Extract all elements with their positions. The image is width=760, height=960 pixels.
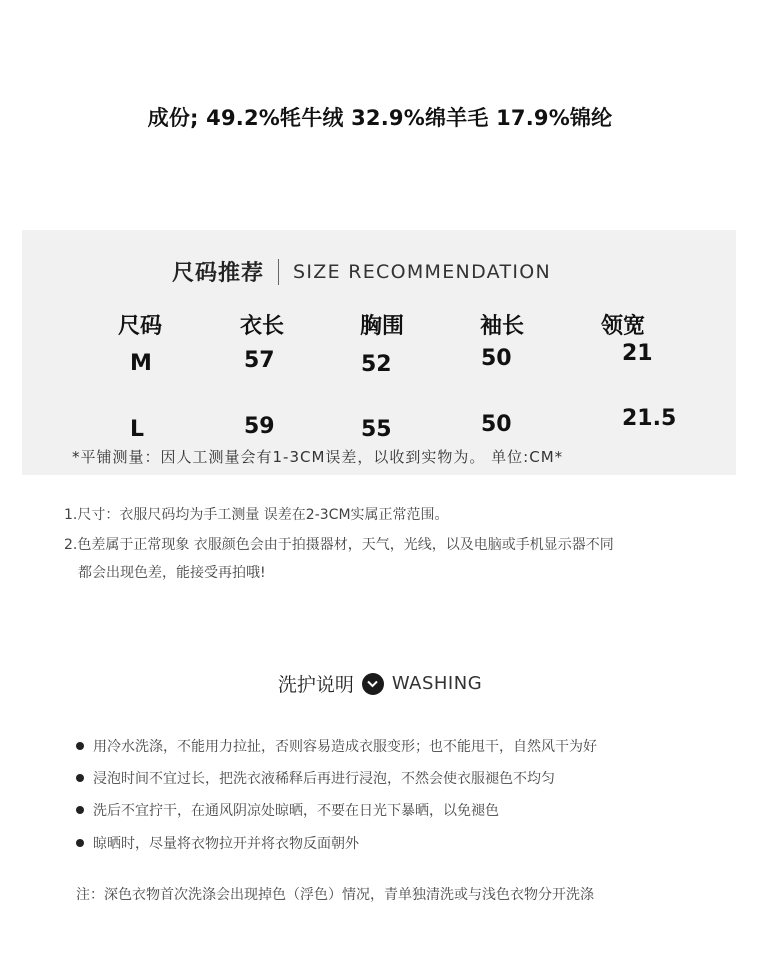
header-chest: 胸围 [360,314,405,339]
cell-m-collar: 21 [622,341,653,366]
size-title-en: SIZE RECOMMENDATION [293,260,552,283]
washing-title-zh: 洗护说明 [277,674,354,696]
washing-item [76,833,359,853]
cell-l-collar: 21.5 [622,406,677,431]
washing-item-text: 用冷水洗涤，不能用力拉扯，否则容易造成衣服变形；也不能甩干，自然风干为好 [93,739,597,755]
note-size: 1.尺寸：衣服尺码均为手工测量 误差在2-3CM实属正常范围。 [64,507,449,523]
title-divider [278,259,279,285]
washing-item [76,736,597,756]
cell-l-chest: 55 [361,417,392,442]
cell-m-sleeve: 50 [481,346,512,371]
note-color-cont: 都会出现色差，能接受再拍哦! [78,565,266,581]
bullet-icon [76,839,84,847]
washing-item-text: 浸泡时间不宜过长，把洗衣液稀释后再进行浸泡，不然会使衣服褪色不均匀 [93,771,555,787]
composition-text: 成份; 49.2%牦牛绒 32.9%绵羊毛 17.9%锦纶 [147,106,613,130]
washing-footnote: 注：深色衣物首次洗涤会出现掉色（浮色）情况，青单独清洗或与浅色衣物分开洗涤 [76,887,594,903]
washing-item [76,800,499,820]
cell-l-sleeve: 50 [481,412,512,437]
washing-item-text: 晾晒时，尽量将衣物拉开并将衣物反面朝外 [93,836,359,852]
washing-title-en: WASHING [391,673,483,694]
note-color: 2.色差属于正常现象 衣服颜色会由于拍摄器材，天气，光线，以及电脑或手机显示器不同 [64,537,614,553]
cell-l-length: 59 [244,414,275,439]
cell-l-size: L [130,417,145,442]
washing-section-title [0,670,760,697]
header-sleeve: 袖长 [480,314,525,339]
notes-block [64,501,724,587]
chevron-down-icon [362,673,384,695]
bullet-icon [76,774,84,782]
header-size: 尺码 [118,314,163,339]
cell-m-length: 57 [244,348,275,373]
bullet-icon [76,806,84,814]
size-title-zh: 尺码推荐 [172,261,265,286]
bullet-icon [76,742,84,750]
header-collar: 领宽 [601,314,646,339]
washing-item [76,768,555,788]
header-length: 衣长 [240,314,285,339]
size-section-title [172,256,551,287]
washing-item-text: 洗后不宜拧干，在通风阴凉处晾晒，不要在日光下暴晒，以免褪色 [93,803,499,819]
measurement-note: *平铺测量：因人工测量会有1-3CM误差，以收到实物为。 单位:CM* [72,448,564,466]
cell-m-chest: 52 [361,352,392,377]
cell-m-size: M [130,351,152,376]
